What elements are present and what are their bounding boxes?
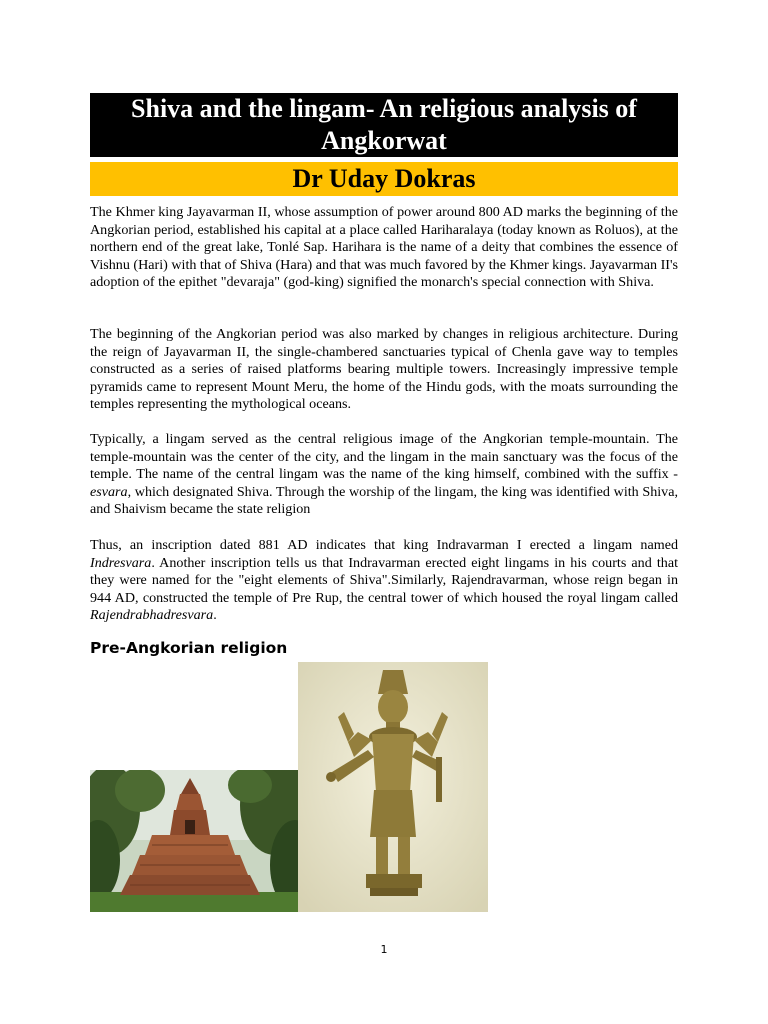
document-title: Shiva and the lingam- An religious analysis of Angkorwat — [90, 93, 678, 157]
paragraph-text: Typically, a lingam served as the central religious image of the Angkorian temple-mountain. The temple-mountain was the center of the city, and the lingam in the main sanctuary was the focus of the temple. The name of the central lingam was the name of the king himself, combined with the suffix - — [90, 431, 678, 483]
paragraph-architecture: The beginning of the Angkorian period was also marked by changes in religious architecture. During the reign of Jayavarman II, the single-chambered sanctuaries typical of Chenla gave way to temples constructed as a series of raised platforms bearing multiple towers. Increasingly impressive temple pyramids came to represent Mount Meru, the home of the Hindu gods, with the moats surrounding the temples representing the mythological oceans. — [90, 326, 678, 413]
paragraph-text: Thus, an inscription dated 881 AD indicates that king Indravarman I erected a lingam named — [90, 537, 678, 553]
page-number: 1 — [380, 943, 388, 956]
italic-term: esvara — [90, 483, 128, 500]
shiva-statue-photo — [298, 662, 488, 912]
paragraph-inscription — [90, 537, 678, 625]
paragraph-text: . — [213, 607, 217, 624]
paragraph-lingam — [90, 431, 678, 519]
author-name: Dr Uday Dokras — [90, 162, 678, 196]
paragraph-text: , which designated Shiva. Through the worship of the lingam, the king was identified with Shiva, and Shaivism became the state religion — [90, 483, 678, 518]
section-heading: Pre-Angkorian religion — [90, 639, 288, 657]
temple-photo — [90, 770, 298, 912]
italic-term: Rajendrabhadresvara — [90, 607, 214, 624]
paragraph-text: . Another inscription tells us that Indravarman erected eight lingams in his courts and that they were named for the "eight elements of Shiva".Similarly, Rajendravarman, whose reign began in 944 AD, constructed the temple of Pre Rup, the central tower of which housed the royal lingam called — [90, 554, 678, 606]
italic-term: Indresvara — [90, 554, 152, 571]
paragraph-jayavarman: The Khmer king Jayavarman II, whose assumption of power around 800 AD marks the beginning of the Angkorian period, established his capital at a place called Hariharalaya (today known as Roluos), at the northern end of the great lake, Tonlé Sap. Harihara is the name of a deity that combines the essence of Vishnu (Hari) with that of Shiva (Hara) and that was much favored by the Khmer kings. Jayavarman II's adoption of the epithet "devaraja" (god-king) signified the monarch's special connection with Shiva. — [90, 204, 678, 291]
